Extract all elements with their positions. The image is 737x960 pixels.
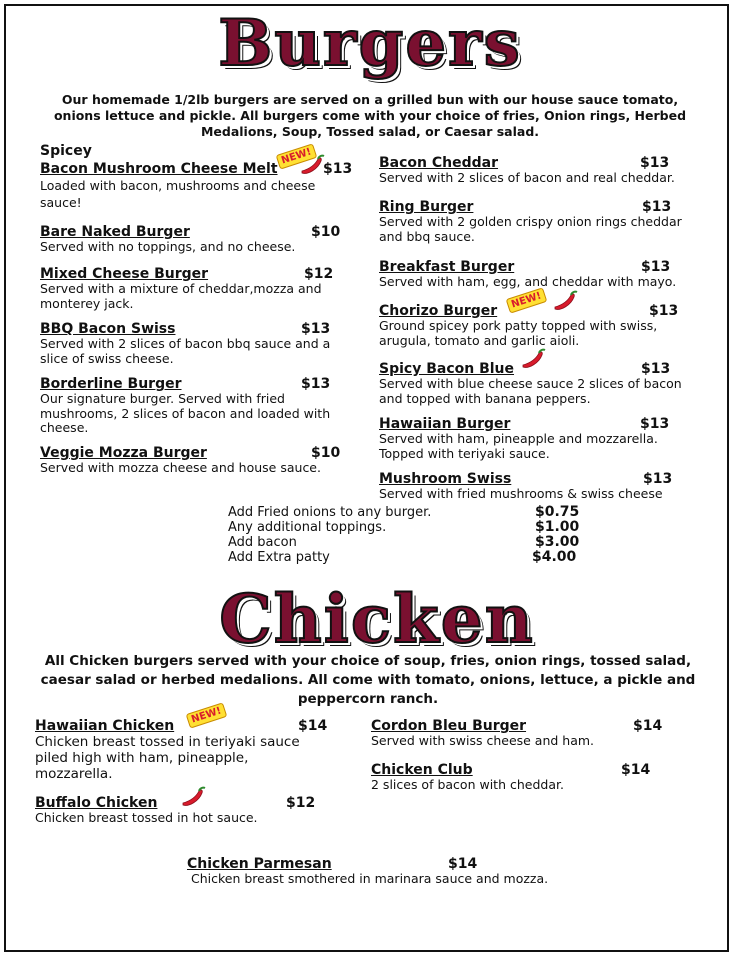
spicey-label: Spicey (40, 143, 92, 159)
new-badge-icon: NEW! (276, 143, 318, 169)
item-price: $13 (323, 161, 353, 177)
chili-pepper-icon (179, 785, 207, 809)
addon-label: Add Extra patty (228, 550, 330, 565)
item-description: Our signature burger. Served with fried mushrooms, 2 slices of bacon and loaded with cheese. (40, 391, 331, 435)
burgers-banner: Burgers (218, 6, 522, 81)
item-description: Served with fried mushrooms & swiss cheese (379, 486, 663, 501)
menu-item (40, 266, 350, 312)
item-description: Served with no toppings, and no cheese. (40, 239, 296, 254)
item-name: Cordon Bleu Burger (371, 718, 527, 734)
addon-price: $0.75 (535, 504, 580, 520)
menu-item (379, 471, 699, 503)
menu-item (371, 718, 691, 750)
item-description: Served with 2 golden crispy onion rings cheddar and bbq sauce. (379, 214, 682, 244)
chili-pepper-icon (551, 289, 579, 313)
item-description: Served with 2 slices of bacon bbq sauce and a slice of swiss cheese. (40, 336, 331, 366)
item-name: Chicken Parmesan (187, 856, 332, 872)
item-name: Hawaiian Burger (379, 416, 511, 432)
item-name: Mushroom Swiss (379, 471, 512, 487)
menu-item (40, 224, 350, 256)
item-name: Ring Burger (379, 199, 474, 215)
menu-item (40, 376, 350, 438)
item-description: Chicken breast tossed in hot sauce. (35, 810, 258, 825)
item-name: Bare Naked Burger (40, 224, 190, 240)
menu-item (187, 856, 567, 888)
item-price: $10 (311, 445, 341, 461)
addon-row (228, 535, 588, 550)
menu-item (35, 705, 335, 782)
item-price: $13 (640, 416, 670, 432)
item-description: Served with ham, egg, and cheddar with mayo. (379, 274, 677, 289)
item-description: Ground spicey pork patty topped with swiss, arugula, tomato and garlic aioli. (379, 318, 658, 348)
item-price: $13 (641, 259, 671, 275)
item-name: Bacon Mushroom Cheese Melt (40, 161, 278, 177)
menu-item (371, 762, 691, 794)
item-description: Chicken breast smothered in marinara sauce and mozza. (191, 871, 549, 886)
item-name: Buffalo Chicken (35, 795, 158, 811)
chicken-banner: Chicken (219, 580, 535, 658)
addon-price: $1.00 (535, 519, 580, 535)
item-price: $13 (301, 321, 331, 337)
addon-row (228, 550, 588, 565)
item-price: $14 (298, 718, 328, 734)
chicken-intro: All Chicken burgers served with your choice of soup, fries, onion rings, tossed salad, caesar salad or herbed medalions. All come with tomato, onions, lettuce, a pickle and peppercorn ranch. (40, 653, 696, 707)
addon-price: $4.00 (532, 549, 577, 565)
item-name: Chorizo Burger (379, 303, 498, 319)
item-name: Mixed Cheese Burger (40, 266, 209, 282)
chili-pepper-icon (298, 153, 326, 177)
new-badge-icon: NEW! (506, 287, 548, 313)
addon-label: Add bacon (228, 535, 297, 550)
item-price: $13 (642, 199, 672, 215)
item-name: Hawaiian Chicken (35, 718, 175, 734)
item-name: Veggie Mozza Burger (40, 445, 207, 461)
item-description: Served with a mixture of cheddar,mozza and monterey jack. (40, 281, 322, 311)
addon-row (228, 520, 588, 535)
item-name: Chicken Club (371, 762, 473, 778)
item-description: Served with 2 slices of bacon and real cheddar. (379, 170, 675, 185)
menu-item (379, 416, 699, 462)
item-description: Served with ham, pineapple and mozzarella. Topped with teriyaki sauce. (379, 431, 658, 461)
menu-item (35, 795, 335, 827)
item-description: Served with mozza cheese and house sauce. (40, 460, 321, 475)
item-price: $13 (643, 471, 673, 487)
addon-price: $3.00 (535, 534, 580, 550)
menu-item (40, 321, 350, 367)
addon-label: Any additional toppings. (228, 520, 387, 535)
item-price: $13 (649, 303, 679, 319)
new-badge-icon: NEW! (186, 702, 228, 728)
item-price: $13 (301, 376, 331, 392)
item-price: $12 (286, 795, 316, 811)
item-price: $14 (621, 762, 651, 778)
item-price: $14 (448, 856, 478, 872)
addon-row (228, 505, 588, 520)
item-price: $12 (304, 266, 334, 282)
item-price: $13 (640, 155, 670, 171)
item-description: Loaded with bacon, mushrooms and cheese sauce! (40, 178, 316, 210)
menu-item (379, 361, 699, 407)
item-description: Chicken breast tossed in teriyaki sauce piled high with ham, pineapple, mozzarella. (35, 734, 300, 782)
item-description: Served with swiss cheese and ham. (371, 733, 595, 748)
item-name: Spicy Bacon Blue (379, 361, 515, 377)
item-price: $10 (311, 224, 341, 240)
menu-item (379, 290, 699, 349)
menu-item (379, 259, 699, 291)
menu-item (40, 445, 350, 477)
item-description: Served with blue cheese sauce 2 slices of bacon and topped with banana peppers. (379, 376, 682, 406)
item-name: Bacon Cheddar (379, 155, 499, 171)
item-description: 2 slices of bacon with cheddar. (371, 777, 564, 792)
item-price: $14 (633, 718, 663, 734)
addons-list (228, 505, 588, 565)
addon-label: Add Fried onions to any burger. (228, 505, 432, 520)
burgers-intro: Our homemade 1/2lb burgers are served on a grilled bun with our house sauce tomato, onions lettuce and pickle. All burgers come with your choice of fries, Onion rings, Herbed Medalions, Soup, Tossed salad, or Caesar salad. (53, 92, 687, 139)
item-name: BBQ Bacon Swiss (40, 321, 176, 337)
item-name: Breakfast Burger (379, 259, 515, 275)
item-name: Borderline Burger (40, 376, 182, 392)
item-price: $13 (641, 361, 671, 377)
menu-item (379, 155, 699, 187)
chili-pepper-icon (519, 347, 547, 371)
menu-item (379, 199, 699, 245)
